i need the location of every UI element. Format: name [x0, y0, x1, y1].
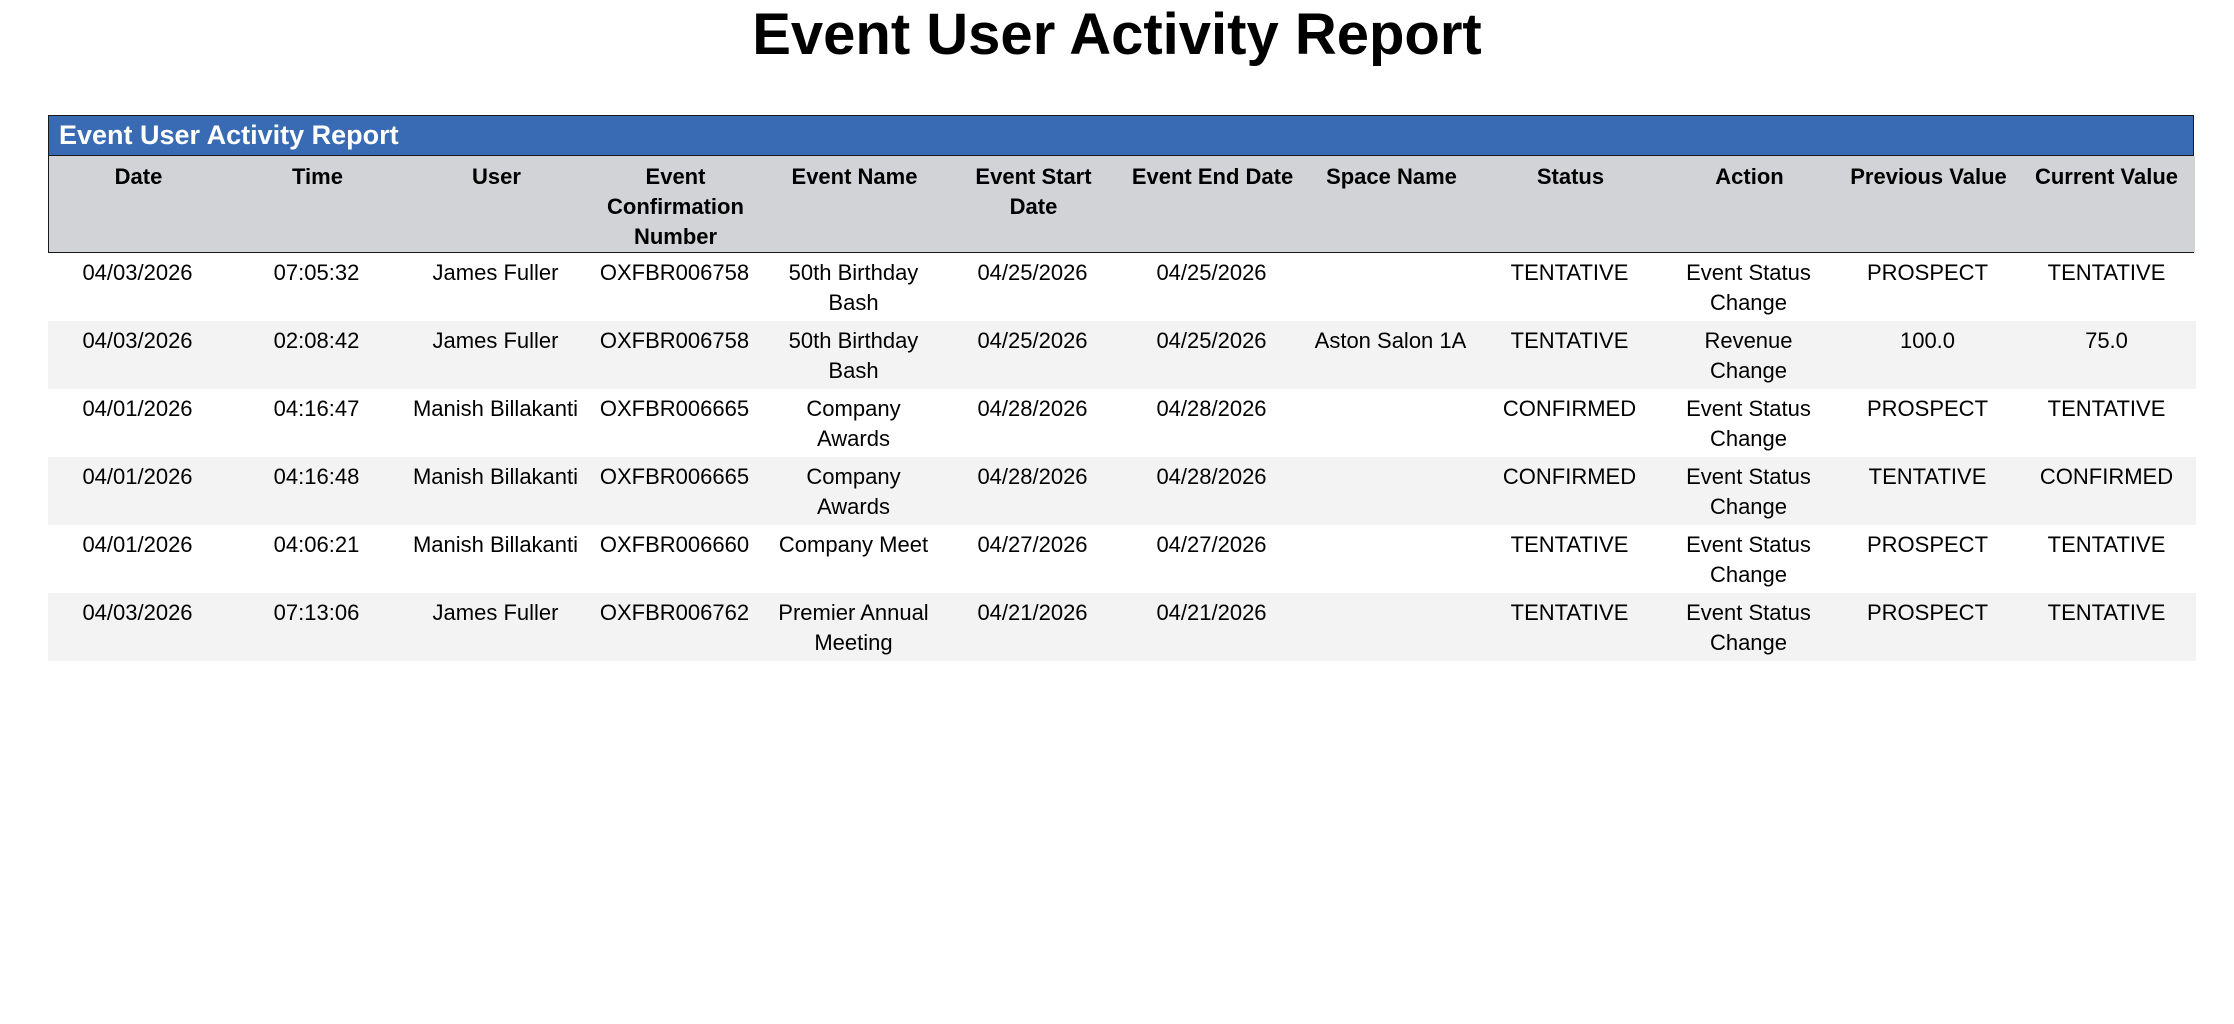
time-cell: 07:13:06 — [273, 600, 360, 625]
confirmation-number-cell: OXFBR006758 — [599, 328, 750, 353]
column-header-event-start-date: Event Start Date — [975, 164, 1092, 219]
user-cell: James Fuller — [432, 328, 559, 353]
end-date-cell: 04/28/2026 — [1156, 464, 1267, 489]
table-row — [48, 389, 2196, 457]
status-cell: TENTATIVE — [1510, 260, 1629, 285]
column-header-current-value: Current Value — [2034, 164, 2179, 189]
current-value-cell: TENTATIVE — [2047, 260, 2166, 285]
column-header-user: User — [472, 164, 521, 189]
date-cell: 04/03/2026 — [82, 600, 193, 625]
start-date-cell: 04/21/2026 — [977, 600, 1088, 625]
end-date-cell: 04/28/2026 — [1156, 396, 1267, 421]
start-date-cell: 04/27/2026 — [977, 532, 1088, 557]
previous-value-cell: PROSPECT — [1866, 396, 1989, 421]
event-name-cell: Premier Annual Meeting — [778, 600, 929, 655]
status-cell: TENTATIVE — [1510, 600, 1629, 625]
start-date-cell: 04/25/2026 — [977, 260, 1088, 285]
action-cell: Event Status Change — [1686, 396, 1811, 451]
column-header-date: Date — [114, 164, 163, 189]
space-name-cell — [1301, 253, 1480, 321]
event-name-cell: 50th Birthday Bash — [788, 328, 919, 383]
date-cell: 04/03/2026 — [82, 328, 193, 353]
user-cell: James Fuller — [432, 260, 559, 285]
action-cell: Event Status Change — [1686, 600, 1811, 655]
current-value-cell: TENTATIVE — [2047, 600, 2166, 625]
confirmation-number-cell: OXFBR006762 — [599, 600, 750, 625]
user-cell: Manish Billakanti — [412, 396, 579, 421]
report-banner-title: Event User Activity Report — [48, 115, 2194, 156]
event-name-cell: Company Awards — [806, 396, 901, 451]
previous-value-cell: PROSPECT — [1866, 600, 1989, 625]
column-header-time: Time — [292, 164, 343, 189]
user-cell: Manish Billakanti — [412, 464, 579, 489]
confirmation-number-cell: OXFBR006660 — [599, 532, 750, 557]
column-header-status: Status — [1536, 164, 1605, 189]
date-cell: 04/01/2026 — [82, 532, 193, 557]
column-header-event-end-date: Event End Date — [1131, 164, 1294, 189]
column-header-previous-value: Previous Value — [1850, 164, 2007, 189]
user-cell: Manish Billakanti — [412, 532, 579, 557]
report-table-container — [48, 115, 2194, 661]
action-cell: Revenue Change — [1704, 328, 1793, 383]
confirmation-number-cell: OXFBR006665 — [599, 464, 750, 489]
previous-value-cell: 100.0 — [1899, 328, 1956, 353]
time-cell: 04:16:48 — [273, 464, 360, 489]
column-header-event-confirmation-number: Event Confirmation Number — [607, 164, 744, 249]
time-cell: 07:05:32 — [273, 260, 360, 285]
end-date-cell: 04/21/2026 — [1156, 600, 1267, 625]
start-date-cell: 04/25/2026 — [977, 328, 1088, 353]
status-cell: CONFIRMED — [1502, 464, 1637, 489]
space-name-cell: Aston Salon 1A — [1314, 328, 1467, 353]
table-row — [48, 457, 2196, 525]
space-name-cell — [1301, 457, 1480, 525]
end-date-cell: 04/27/2026 — [1156, 532, 1267, 557]
previous-value-cell: PROSPECT — [1866, 260, 1989, 285]
report-table-body — [48, 253, 2196, 661]
space-name-cell — [1301, 593, 1480, 661]
event-name-cell: Company Meet — [778, 532, 929, 557]
user-cell: James Fuller — [432, 600, 559, 625]
event-name-cell: 50th Birthday Bash — [788, 260, 919, 315]
table-header-row — [49, 156, 2195, 252]
date-cell: 04/03/2026 — [82, 260, 193, 285]
start-date-cell: 04/28/2026 — [977, 396, 1088, 421]
report-body-table — [48, 253, 2196, 661]
time-cell: 04:16:47 — [273, 396, 360, 421]
end-date-cell: 04/25/2026 — [1156, 260, 1267, 285]
previous-value-cell: TENTATIVE — [1868, 464, 1987, 489]
end-date-cell: 04/25/2026 — [1156, 328, 1267, 353]
current-value-cell: 75.0 — [2085, 328, 2128, 353]
status-cell: TENTATIVE — [1510, 532, 1629, 557]
current-value-cell: TENTATIVE — [2047, 396, 2166, 421]
action-cell: Event Status Change — [1686, 464, 1811, 519]
time-cell: 02:08:42 — [273, 328, 360, 353]
report-table-header-wrap — [48, 156, 2194, 253]
event-name-cell: Company Awards — [806, 464, 901, 519]
table-row — [48, 525, 2196, 593]
date-cell: 04/01/2026 — [82, 464, 193, 489]
date-cell: 04/01/2026 — [82, 396, 193, 421]
column-header-space-name: Space Name — [1326, 164, 1457, 189]
table-row — [48, 321, 2196, 389]
column-header-event-name: Event Name — [791, 164, 918, 189]
current-value-cell: CONFIRMED — [2039, 464, 2174, 489]
current-value-cell: TENTATIVE — [2047, 532, 2166, 557]
status-cell: TENTATIVE — [1510, 328, 1629, 353]
page-title: Event User Activity Report — [752, 2, 1482, 67]
table-row — [48, 593, 2196, 661]
status-cell: CONFIRMED — [1502, 396, 1637, 421]
confirmation-number-cell: OXFBR006665 — [599, 396, 750, 421]
column-header-action: Action — [1715, 164, 1784, 189]
action-cell: Event Status Change — [1686, 260, 1811, 315]
time-cell: 04:06:21 — [273, 532, 360, 557]
previous-value-cell: PROSPECT — [1866, 532, 1989, 557]
start-date-cell: 04/28/2026 — [977, 464, 1088, 489]
table-row — [48, 253, 2196, 321]
space-name-cell — [1301, 525, 1480, 593]
space-name-cell — [1301, 389, 1480, 457]
report-header-table — [49, 156, 2195, 252]
action-cell: Event Status Change — [1686, 532, 1811, 587]
confirmation-number-cell: OXFBR006758 — [599, 260, 750, 285]
